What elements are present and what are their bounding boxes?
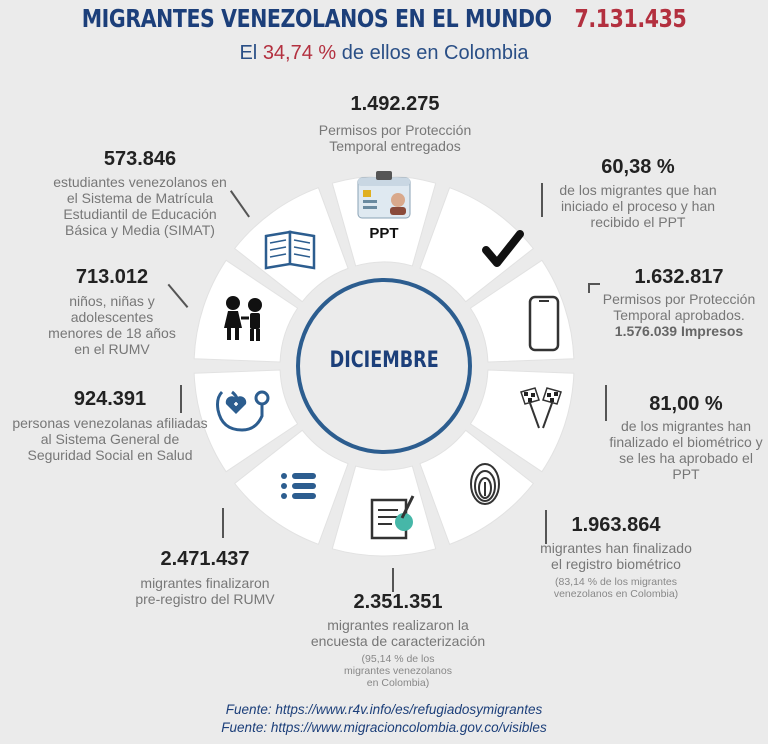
center-month-label: DICIEMBRE	[329, 348, 439, 373]
stat-biometrico-pct	[606, 393, 766, 482]
stat-description: Permisos por Protección Temporal aprobados.	[602, 291, 756, 323]
stat-ppt-iniciado	[548, 156, 728, 230]
id-card-icon	[358, 171, 410, 218]
stat-note: (83,14 % de los migrantes venezolanos en Colombia)	[553, 576, 679, 600]
stat-description: migrantes finalizaron pre-registro del RUMV	[135, 575, 275, 607]
stat-number: 713.012	[75, 266, 149, 288]
stat-number: 1.492.275	[350, 93, 440, 115]
open-book-icon	[266, 232, 314, 268]
stat-number: 924.391	[73, 388, 147, 410]
stat-description: personas venezolanas afiliadas al Sistema General de Seguridad Social en Salud	[12, 415, 208, 463]
stat-salud	[12, 388, 208, 463]
stat-note: (95,14 % de los migrantes venezolanos en Colombia)	[344, 653, 452, 689]
ppt-card-label: PPT	[369, 225, 399, 242]
title-text: MIGRANTES VENEZOLANOS EN EL MUNDO	[81, 4, 552, 33]
stat-description: de los migrantes que han iniciado el proceso y han recibido el PPT	[559, 182, 717, 230]
leader-line	[392, 568, 394, 592]
stat-preregistro	[110, 548, 300, 607]
stat-menores	[32, 266, 192, 357]
source-link[interactable]: Fuente: https://www.migracioncolombia.gov.co/visibles	[221, 720, 547, 735]
stat-number: 1.963.864	[571, 514, 661, 536]
stat-biometrico	[526, 514, 706, 600]
stat-number: 60,38 %	[601, 156, 675, 178]
leader-line	[541, 183, 543, 217]
stat-description: Permisos por Protección Temporal entregados	[318, 122, 472, 154]
subtitle-pre: El	[239, 42, 258, 64]
stat-extra: 1.576.039 Impresos	[614, 323, 744, 339]
stat-ppt-entregados	[290, 93, 500, 154]
sources	[0, 701, 768, 737]
subtitle-post: de ellos en Colombia	[341, 42, 529, 64]
stat-description: de los migrantes han finalizado el biométrico y se les ha aprobado el PPT	[609, 418, 763, 482]
stat-description: migrantes han finalizado el registro biométrico	[540, 540, 692, 572]
stat-ppt-aprobados	[594, 266, 764, 339]
total-migrants: 7.131.435	[574, 4, 687, 33]
stat-estudiantes	[50, 148, 230, 238]
stat-description: niños, niñas y adolescentes menores de 18 años en el RUMV	[48, 293, 176, 357]
stat-number: 2.351.351	[353, 591, 443, 613]
stat-encuesta	[288, 591, 508, 689]
stat-number: 1.632.817	[634, 266, 724, 288]
stat-number: 2.471.437	[160, 548, 250, 570]
subtitle-percentage: 34,74 %	[262, 42, 337, 64]
source-link[interactable]: Fuente: https://www.r4v.info/es/refugiadosymigrantes	[225, 702, 543, 717]
leader-line	[222, 508, 224, 538]
leader-line	[588, 283, 590, 293]
stat-number: 81,00 %	[649, 393, 723, 415]
stat-description: estudiantes venezolanos en el Sistema de Matrícula Estudiantil de Educación Básica y Media (SIMAT)	[53, 174, 227, 238]
survey-form-icon	[372, 496, 413, 538]
stat-description: migrantes realizaron la encuesta de caracterización	[310, 617, 486, 649]
checklist-icon	[281, 473, 316, 499]
fingerprint-icon	[471, 464, 499, 504]
stat-number: 573.846	[103, 148, 177, 170]
smartphone-icon	[530, 297, 558, 350]
